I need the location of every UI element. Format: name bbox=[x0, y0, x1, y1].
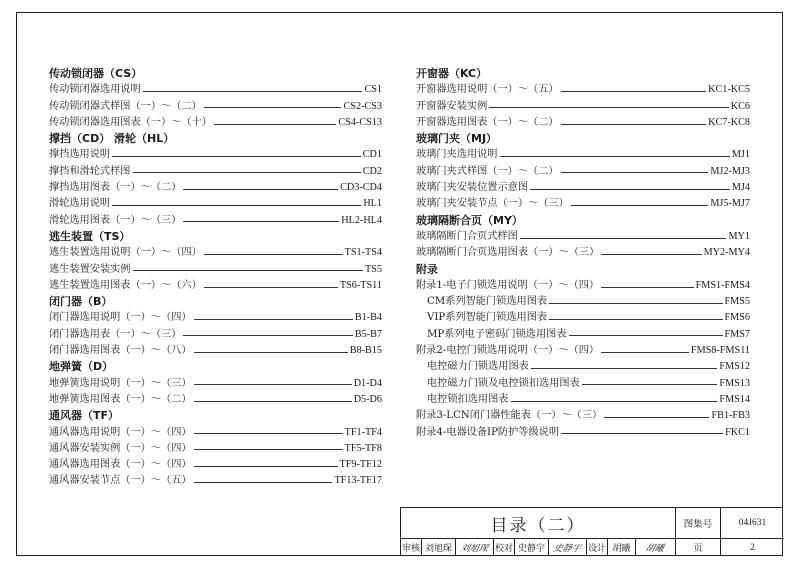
entry-title: 传动锁闭器选用说明 bbox=[49, 84, 141, 96]
toc-entry bbox=[49, 310, 382, 326]
entry-title: 滑轮选用图表（一）～（三） bbox=[49, 214, 182, 226]
design-signature: 胡曦 bbox=[636, 539, 676, 555]
entry-page-code: MJ4 bbox=[731, 182, 750, 194]
leader-line bbox=[561, 433, 723, 434]
toc-entry bbox=[49, 376, 382, 392]
leader-line bbox=[500, 156, 730, 157]
leader-line bbox=[194, 433, 343, 434]
page-number: 2 bbox=[750, 542, 755, 552]
toc-entry bbox=[416, 82, 750, 98]
check-label: 校对 bbox=[494, 539, 515, 555]
leader-line bbox=[561, 172, 709, 173]
entry-page-code: FMS1-FMS4 bbox=[695, 279, 750, 291]
toc-entry bbox=[416, 327, 750, 343]
entry-title: 闭门器选用图表（一）～（八） bbox=[49, 345, 192, 357]
toc-entry bbox=[416, 359, 750, 375]
leader-line bbox=[571, 205, 709, 206]
leader-line bbox=[194, 401, 352, 402]
signature-row bbox=[401, 539, 784, 557]
entry-page-code: TS1-TS4 bbox=[344, 247, 382, 259]
leader-line bbox=[133, 172, 361, 173]
leader-line bbox=[194, 319, 353, 320]
leader-line bbox=[194, 352, 348, 353]
entry-title: 附录3-LCN闭门器性能表（一）～（三） bbox=[416, 410, 603, 422]
toc-entry bbox=[416, 245, 750, 261]
leader-line bbox=[214, 124, 336, 125]
toc-entry bbox=[49, 425, 382, 441]
entry-page-code: HL2-HL4 bbox=[341, 214, 382, 226]
entry-page-code: TS6-TS11 bbox=[339, 279, 382, 291]
entry-title: 电控磁力门锁及电控锁扣选用图表 bbox=[427, 377, 580, 389]
entry-title: 逃生装置安装实例 bbox=[49, 263, 131, 275]
leader-line bbox=[489, 107, 728, 108]
toc-entry bbox=[416, 180, 750, 196]
entry-page-code: CD3-CD4 bbox=[340, 182, 382, 194]
toc-entry bbox=[49, 164, 382, 180]
entry-page-code: FB1-FB3 bbox=[711, 410, 750, 422]
leader-line bbox=[183, 335, 352, 336]
leader-line bbox=[531, 368, 718, 369]
entry-title: 闭门器选用表（一）～（三） bbox=[49, 328, 182, 340]
toc-entry bbox=[49, 245, 382, 261]
section-heading: 通风器（TF） bbox=[49, 409, 120, 423]
section-heading: 地弹簧（D） bbox=[49, 360, 114, 374]
entry-title: 玻璃隔断门合页选用图表（一）～（三） bbox=[416, 247, 600, 259]
entry-page-code: CS1 bbox=[364, 84, 382, 96]
entry-title: 地弹簧选用说明（一）～（三） bbox=[49, 377, 192, 389]
toc-entry bbox=[416, 425, 750, 441]
section-heading: 闭门器（B） bbox=[49, 295, 113, 309]
entry-page-code: TF1-TF4 bbox=[344, 426, 382, 438]
leader-line bbox=[194, 384, 352, 385]
toc-entry bbox=[416, 229, 750, 245]
entry-title: MP系列电子密码门锁选用图表 bbox=[427, 328, 567, 340]
entry-page-code: KC7-KC8 bbox=[708, 116, 750, 128]
entry-title: 滑轮选用说明 bbox=[49, 198, 111, 210]
entry-page-code: CS2-CS3 bbox=[343, 100, 382, 112]
page-label: 页 bbox=[676, 539, 721, 555]
entry-title: 玻璃门夹选用说明 bbox=[416, 149, 498, 161]
section-heading: 玻璃门夹（MJ） bbox=[416, 132, 498, 146]
toc-entry bbox=[49, 180, 382, 196]
title-block bbox=[400, 507, 783, 556]
leader-line bbox=[604, 417, 709, 418]
entry-title: 玻璃门夹安装位置示意图 bbox=[416, 182, 529, 194]
toc-right-column bbox=[416, 66, 750, 441]
entry-title: 附录4-电器设备IP防护等级说明 bbox=[416, 426, 560, 438]
entry-page-code: MY2-MY4 bbox=[703, 247, 750, 259]
check-signature: 史静宇 bbox=[549, 539, 587, 555]
entry-title: 传动锁闭器选用图表（一）～（十） bbox=[49, 116, 212, 128]
entry-page-code: D1-D4 bbox=[353, 377, 382, 389]
section-heading: 附录 bbox=[416, 262, 438, 276]
sheet-title: 目录（二） bbox=[401, 508, 676, 539]
toc-entry bbox=[49, 99, 382, 115]
entry-title: 逃生装置选用图表（一）～（六） bbox=[49, 279, 202, 291]
toc-entry bbox=[416, 115, 750, 131]
entry-title: 通风器安装实例（一）～（四） bbox=[49, 442, 192, 454]
leader-line bbox=[183, 189, 338, 190]
section-heading: 玻璃隔断合页（MY） bbox=[416, 213, 523, 227]
section-heading: 传动锁闭器（CS） bbox=[49, 67, 143, 80]
section-heading: 逃生装置（TS） bbox=[49, 229, 131, 243]
toc-entry bbox=[49, 278, 382, 294]
leader-line bbox=[194, 466, 338, 467]
section-heading: 开窗器（KC） bbox=[416, 67, 488, 80]
toc-entry bbox=[49, 213, 382, 229]
review-label: 审核 bbox=[401, 539, 422, 555]
leader-line bbox=[582, 384, 718, 385]
design-name: 胡曦 bbox=[608, 539, 636, 555]
entry-title: 开窗器选用图表（一）～（二） bbox=[416, 116, 559, 128]
leader-line bbox=[194, 482, 333, 483]
entry-title: 附录2-电控门锁选用说明（一）～（四） bbox=[416, 345, 600, 357]
toc-entry bbox=[49, 82, 382, 98]
leader-line bbox=[601, 254, 701, 255]
entry-page-code: FMS6 bbox=[724, 312, 750, 324]
entry-title: 玻璃门夹式样图（一）～（二） bbox=[416, 165, 559, 177]
leader-line bbox=[183, 221, 339, 222]
toc-entry bbox=[49, 392, 382, 408]
leader-line bbox=[204, 287, 338, 288]
entry-page-code: FMS8-FMS11 bbox=[690, 345, 750, 357]
toc-entry bbox=[416, 310, 750, 326]
entry-page-code: D5-D6 bbox=[353, 393, 382, 405]
toc-entry bbox=[416, 278, 750, 294]
toc-entry bbox=[49, 441, 382, 457]
toc-entry bbox=[49, 457, 382, 473]
toc-entry bbox=[416, 147, 750, 163]
entry-page-code: B5-B7 bbox=[354, 328, 382, 340]
review-signature: 刘旭琛 bbox=[456, 539, 494, 555]
review-name: 刘旭琛 bbox=[422, 539, 456, 555]
leader-line bbox=[204, 254, 343, 255]
entry-page-code: CS4-CS13 bbox=[338, 116, 382, 128]
entry-title: 通风器安装节点（一）～（五） bbox=[49, 475, 192, 487]
atlas-number-label: 图集号 bbox=[676, 508, 721, 539]
entry-page-code: FMS14 bbox=[719, 393, 750, 405]
leader-line bbox=[549, 319, 722, 320]
leader-line bbox=[520, 238, 727, 239]
entry-page-code: TF5-TF8 bbox=[344, 442, 382, 454]
leader-line bbox=[601, 287, 694, 288]
entry-page-code: MY1 bbox=[728, 230, 750, 242]
entry-title: 玻璃门夹安装节点（一）～（三） bbox=[416, 198, 569, 210]
entry-page-code: MJ2-MJ3 bbox=[710, 165, 750, 177]
check-name: 史静宇 bbox=[515, 539, 549, 555]
leader-line bbox=[204, 107, 342, 108]
entry-page-code: KC1-KC5 bbox=[708, 84, 750, 96]
leader-line bbox=[549, 303, 722, 304]
entry-title: 地弹簧选用图表（一）～（二） bbox=[49, 393, 192, 405]
entry-title: 撑挡选用图表（一）～（二） bbox=[49, 182, 182, 194]
entry-page-code: FMS7 bbox=[724, 328, 750, 340]
leader-line bbox=[143, 91, 363, 92]
entry-page-code: CD2 bbox=[362, 165, 382, 177]
toc-entry bbox=[416, 164, 750, 180]
toc-entry bbox=[49, 327, 382, 343]
leader-line bbox=[112, 156, 361, 157]
toc-entry bbox=[416, 99, 750, 115]
entry-page-code: FMS5 bbox=[724, 296, 750, 308]
leader-line bbox=[133, 270, 364, 271]
toc-entry bbox=[49, 147, 382, 163]
entry-page-code: HL1 bbox=[363, 198, 382, 210]
leader-line bbox=[511, 401, 718, 402]
entry-title: 撑挡和滑轮式样图 bbox=[49, 165, 131, 177]
entry-page-code: FMS12 bbox=[719, 361, 750, 373]
entry-title: CM系列智能门锁选用图表 bbox=[427, 296, 548, 308]
leader-line bbox=[561, 91, 706, 92]
leader-line bbox=[112, 205, 361, 206]
section-heading: 撑挡（CD） 滑轮（HL） bbox=[49, 132, 175, 146]
toc-entry bbox=[416, 376, 750, 392]
entry-page-code: B1-B4 bbox=[354, 312, 382, 324]
toc-left-column bbox=[49, 66, 382, 490]
toc-entry bbox=[49, 262, 382, 278]
entry-title: 通风器选用说明（一）～（四） bbox=[49, 426, 192, 438]
entry-title: 玻璃隔断门合页式样图 bbox=[416, 230, 518, 242]
toc-entry bbox=[416, 294, 750, 310]
entry-page-code: KC6 bbox=[730, 100, 750, 112]
leader-line bbox=[530, 189, 730, 190]
entry-page-code: MJ1 bbox=[731, 149, 750, 161]
atlas-number: 04J631 bbox=[721, 508, 784, 539]
entry-page-code: B8-B15 bbox=[349, 345, 382, 357]
leader-line bbox=[194, 449, 343, 450]
toc-entry bbox=[416, 343, 750, 359]
entry-page-code: TS5 bbox=[365, 263, 382, 275]
entry-title: 通风器选用图表（一）～（四） bbox=[49, 459, 192, 471]
design-label: 设计 bbox=[587, 539, 608, 555]
entry-page-code: FMS13 bbox=[719, 377, 750, 389]
entry-page-code: MJ5-MJ7 bbox=[710, 198, 750, 210]
toc-entry bbox=[416, 196, 750, 212]
entry-title: 闭门器选用说明（一）～（四） bbox=[49, 312, 192, 324]
toc-entry bbox=[49, 473, 382, 489]
entry-title: 附录1-电子门锁选用说明（一）～（四） bbox=[416, 279, 600, 291]
entry-title: VIP系列智能门锁选用图表 bbox=[427, 312, 548, 324]
entry-title: 撑挡选用说明 bbox=[49, 149, 111, 161]
toc-entry bbox=[49, 196, 382, 212]
entry-title: 开窗器安装实例 bbox=[416, 100, 488, 112]
toc-entry bbox=[49, 343, 382, 359]
entry-title: 开窗器选用说明（一）～（五） bbox=[416, 84, 559, 96]
leader-line bbox=[569, 335, 723, 336]
entry-title: 电控锁扣选用图表 bbox=[427, 393, 509, 405]
entry-page-code: TF13-TF17 bbox=[334, 475, 382, 487]
entry-page-code: TF9-TF12 bbox=[339, 459, 382, 471]
entry-title: 逃生装置选用说明（一）～（四） bbox=[49, 247, 202, 259]
entry-page-code: FKC1 bbox=[725, 426, 750, 438]
entry-page-code: CD1 bbox=[362, 149, 382, 161]
entry-title: 电控磁力门锁选用图表 bbox=[427, 361, 529, 373]
entry-title: 传动锁闭器式样图（一）～（二） bbox=[49, 100, 202, 112]
toc-entry bbox=[416, 392, 750, 408]
toc-entry bbox=[416, 408, 750, 424]
leader-line bbox=[601, 352, 689, 353]
leader-line bbox=[561, 124, 706, 125]
toc-entry bbox=[49, 115, 382, 131]
